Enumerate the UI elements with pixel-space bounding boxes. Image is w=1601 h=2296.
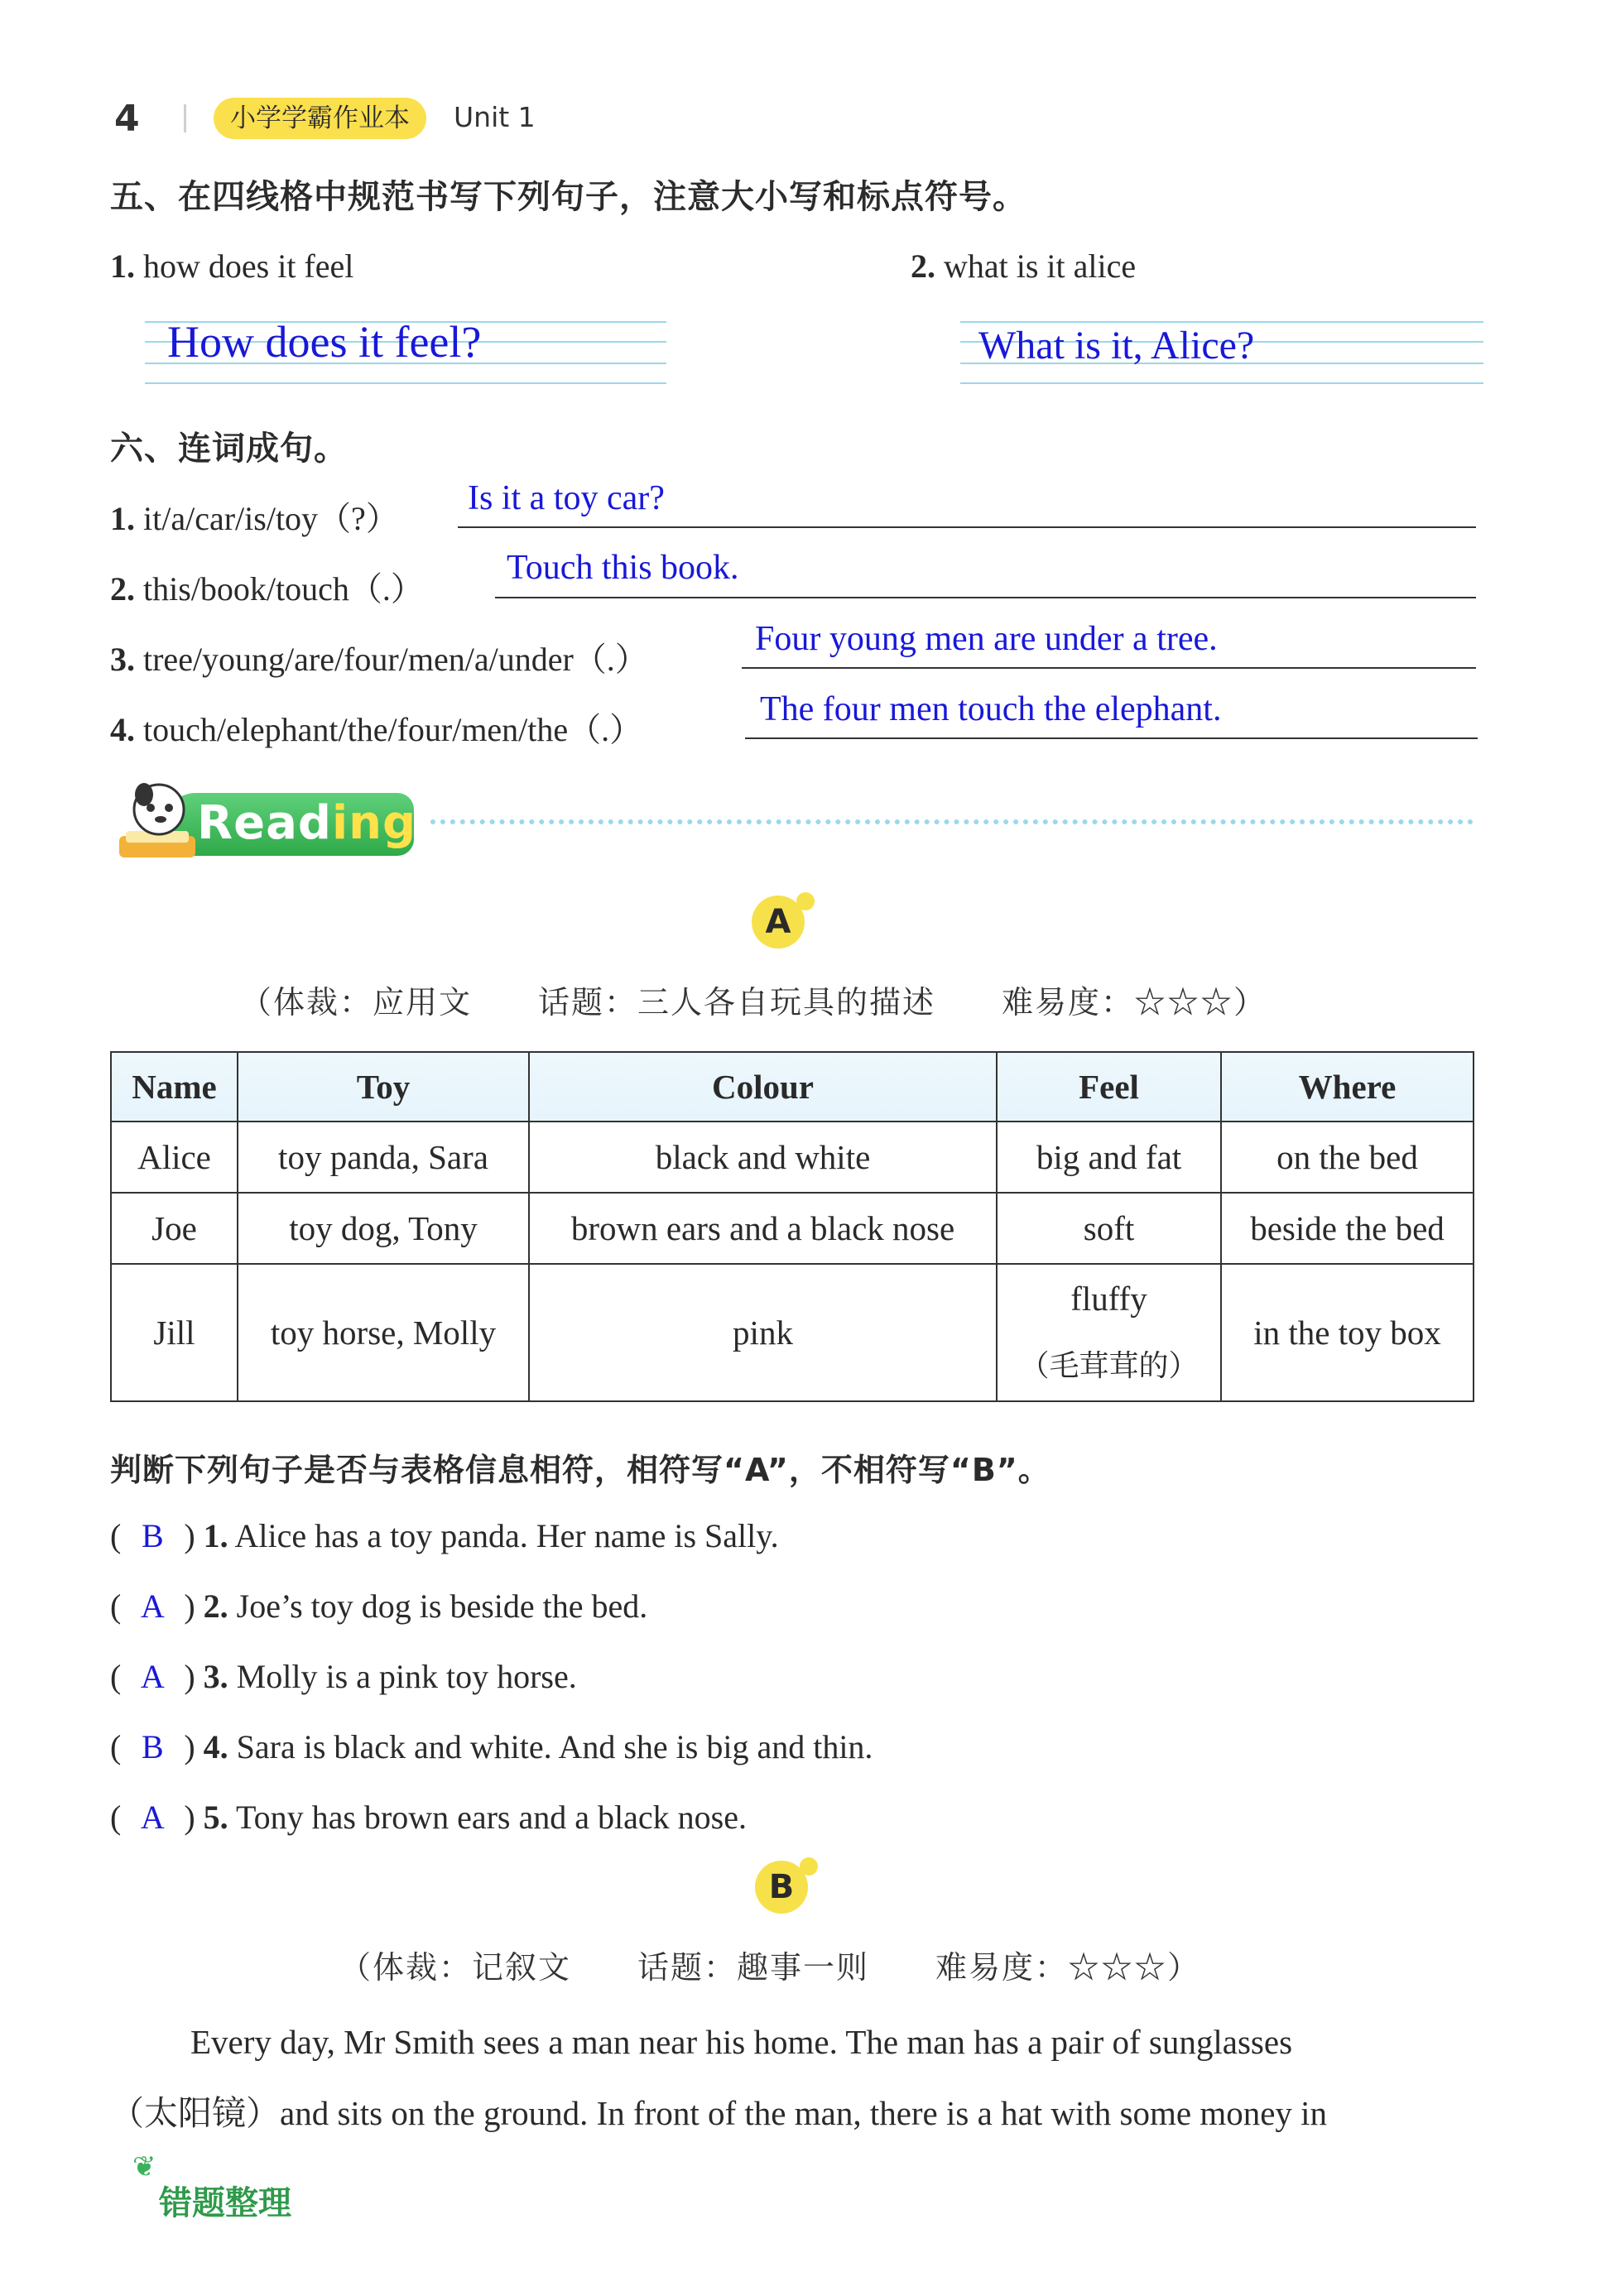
paren-close: ) bbox=[184, 1728, 195, 1765]
paren-open: ( bbox=[110, 1517, 122, 1554]
paren-close: ) bbox=[184, 1517, 195, 1554]
section6-item-1-prompt bbox=[110, 492, 399, 540]
prompt-text: it/a/car/is/toy（?） bbox=[143, 500, 399, 537]
answer-line-4 bbox=[745, 737, 1478, 739]
item-number: 2. bbox=[110, 570, 135, 608]
section5-answer-1: How does it feel? bbox=[167, 317, 482, 367]
table-header-row bbox=[111, 1052, 1474, 1122]
table-header: Toy bbox=[238, 1052, 529, 1122]
judgement-answer: B bbox=[141, 1728, 164, 1765]
passage-line-2: （太阳镜）and sits on the ground. In front of the man, there is a hat with some money in bbox=[110, 2094, 1328, 2132]
reading-title-suffix: ing bbox=[331, 796, 417, 850]
judgement-text: Tony has brown ears and a black nose. bbox=[235, 1799, 747, 1836]
judgement-text: Molly is a pink toy horse. bbox=[236, 1658, 577, 1695]
reading-title-prefix: Read bbox=[197, 796, 332, 850]
judgement-text: Sara is black and white. And she is big and thin. bbox=[236, 1728, 873, 1765]
table-cell: black and white bbox=[529, 1122, 997, 1193]
leaf-icon: ❦ bbox=[132, 2150, 156, 2183]
table-cell: big and fat bbox=[997, 1122, 1221, 1193]
table-cell: brown ears and a black nose bbox=[529, 1193, 997, 1264]
table-row bbox=[111, 1193, 1474, 1264]
footer-label: 错题整理 bbox=[159, 2184, 291, 2222]
section6-title: 六、连词成句。 bbox=[110, 430, 348, 468]
section5-item-1-prompt bbox=[110, 247, 353, 286]
paren-open: ( bbox=[110, 1588, 122, 1625]
judgement-answer: B bbox=[141, 1517, 164, 1554]
passage-line-1: Every day, Mr Smith sees a man near his home. The man has a pair of sunglasses bbox=[190, 2023, 1293, 2061]
section5-answer-2: What is it, Alice? bbox=[978, 324, 1255, 367]
item-number: 4. bbox=[110, 711, 135, 748]
judgement-3 bbox=[110, 1657, 577, 1696]
item-number: 3. bbox=[203, 1658, 228, 1695]
table-cell: on the bed bbox=[1221, 1122, 1474, 1193]
item-number: 2. bbox=[203, 1588, 228, 1625]
reading-title bbox=[197, 796, 416, 850]
section6-answer-4: The four men touch the elephant. bbox=[760, 690, 1222, 728]
section6-item-2-prompt bbox=[110, 563, 424, 610]
section6-item-3-prompt bbox=[110, 633, 648, 680]
table-cell: toy dog, Tony bbox=[238, 1193, 529, 1264]
table-row bbox=[111, 1122, 1474, 1193]
table-cell: toy panda, Sara bbox=[238, 1122, 529, 1193]
feel-value: fluffy bbox=[1070, 1280, 1147, 1318]
item-number: 1. bbox=[110, 500, 135, 537]
judgement-text: Alice has a toy panda. Her name is Sally. bbox=[234, 1517, 779, 1554]
answer-line-2 bbox=[495, 597, 1476, 598]
item-number: 1. bbox=[110, 247, 135, 285]
table-header: Where bbox=[1221, 1052, 1474, 1122]
badge-dot-icon bbox=[796, 892, 815, 910]
prompt-text: tree/young/are/four/men/a/under（.） bbox=[143, 641, 648, 678]
paren-close: ) bbox=[184, 1799, 195, 1836]
part-a-meta: （体裁：应用文 话题：三人各自玩具的描述 难易度：☆☆☆） bbox=[240, 984, 1267, 1021]
section6-answer-3: Four young men are under a tree. bbox=[755, 620, 1218, 658]
answer-line-1 bbox=[458, 526, 1476, 528]
page-number: 4 bbox=[114, 98, 140, 140]
table-cell: in the toy box bbox=[1221, 1264, 1474, 1401]
part-a-instruction: 判断下列句子是否与表格信息相符，相符写“A”，不相符写“B”。 bbox=[110, 1452, 1051, 1488]
table-cell: soft bbox=[997, 1193, 1221, 1264]
reading-mascot-icon bbox=[114, 776, 205, 867]
judgement-2 bbox=[110, 1587, 647, 1626]
table-cell: beside the bed bbox=[1221, 1193, 1474, 1264]
table-cell: toy horse, Molly bbox=[238, 1264, 529, 1401]
paren-close: ) bbox=[184, 1658, 195, 1695]
paren-open: ( bbox=[110, 1728, 122, 1765]
item-number: 1. bbox=[203, 1517, 228, 1554]
prompt-text: touch/elephant/the/four/men/the（.） bbox=[143, 711, 643, 748]
prompt-text: how does it feel bbox=[143, 247, 354, 285]
answer-line-3 bbox=[742, 667, 1476, 669]
item-number: 4. bbox=[203, 1728, 228, 1765]
unit-label: Unit 1 bbox=[454, 101, 536, 133]
toy-table bbox=[110, 1051, 1474, 1402]
judgement-1 bbox=[110, 1516, 779, 1555]
part-b-badge: B bbox=[755, 1861, 808, 1914]
book-title: 小学学霸作业本 bbox=[214, 98, 426, 139]
item-number: 3. bbox=[110, 641, 135, 678]
header-divider bbox=[184, 104, 186, 132]
table-cell: Jill bbox=[111, 1264, 238, 1401]
dotted-divider bbox=[430, 819, 1474, 829]
table-header: Name bbox=[111, 1052, 238, 1122]
table-cell: Joe bbox=[111, 1193, 238, 1264]
feel-note: （毛茸茸的） bbox=[1019, 1349, 1199, 1383]
judgement-text: Joe’s toy dog is beside the bed. bbox=[236, 1588, 648, 1625]
badge-dot-icon bbox=[800, 1857, 818, 1876]
judgement-answer: A bbox=[140, 1588, 165, 1625]
item-number: 5. bbox=[203, 1799, 228, 1836]
prompt-text: what is it alice bbox=[944, 247, 1137, 285]
prompt-text: this/book/touch（.） bbox=[143, 570, 424, 608]
paren-open: ( bbox=[110, 1799, 122, 1836]
table-cell-feel bbox=[997, 1264, 1221, 1401]
judgement-5 bbox=[110, 1798, 747, 1837]
table-header: Colour bbox=[529, 1052, 997, 1122]
section6-answer-1: Is it a toy car? bbox=[468, 479, 665, 517]
part-b-meta: （体裁：记叙文 话题：趣事一则 难易度：☆☆☆） bbox=[339, 1949, 1201, 1986]
table-row bbox=[111, 1264, 1474, 1401]
table-header: Feel bbox=[997, 1052, 1221, 1122]
judgement-answer: A bbox=[140, 1799, 165, 1836]
section6-item-4-prompt bbox=[110, 704, 642, 751]
section5-title: 五、在四线格中规范书写下列句子，注意大小写和标点符号。 bbox=[110, 178, 1026, 216]
paren-close: ) bbox=[184, 1588, 195, 1625]
part-a-badge: A bbox=[752, 896, 805, 949]
item-number: 2. bbox=[911, 247, 935, 285]
section6-answer-2: Touch this book. bbox=[507, 549, 739, 587]
paren-open: ( bbox=[110, 1658, 122, 1695]
judgement-answer: A bbox=[140, 1658, 165, 1695]
table-cell: Alice bbox=[111, 1122, 238, 1193]
table-cell: pink bbox=[529, 1264, 997, 1401]
section5-item-2-prompt bbox=[911, 247, 1136, 286]
judgement-4 bbox=[110, 1727, 873, 1766]
